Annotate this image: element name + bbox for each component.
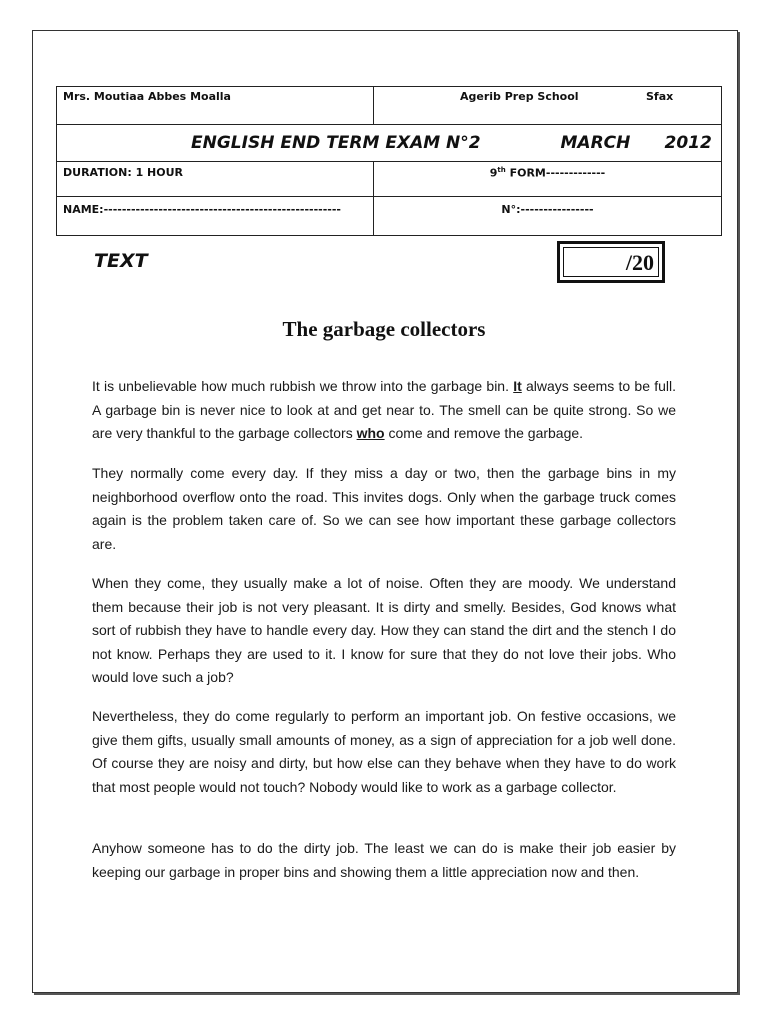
form-label: FORM------------- <box>505 166 606 180</box>
paragraph-2: They normally come every day. If they miss a day or two, then the garbage bins in my neighborhood overflow onto the road. This invites dogs. Only when the garbage truck comes again is the problem taken care of. So we can see how important these garbage collectors are. <box>92 465 676 552</box>
paragraph-1-part-a: It is unbelievable how much rubbish we throw into the garbage bin. <box>92 378 514 394</box>
name-field: NAME:---------------------------------------------------- <box>57 197 374 236</box>
highlighted-word-who: who <box>356 425 385 441</box>
paragraph-1 <box>92 375 676 446</box>
school-name: Agerib Prep School <box>460 90 579 103</box>
highlighted-word-it: It <box>513 378 522 394</box>
document-title: The garbage collectors <box>282 317 486 341</box>
school-city: Sfax <box>646 90 674 103</box>
score-box <box>557 241 665 283</box>
form-suffix: th <box>497 166 506 174</box>
paragraph-5: Anyhow someone has to do the dirty job. The least we can do is make their job easier by keeping our garbage in proper bins and showing them a little appreciation now and then. <box>92 840 676 880</box>
exam-year: 2012 <box>664 133 712 153</box>
paragraph-4: Nevertheless, they do come regularly to perform an important job. On festive occasions, we give them gifts, usually small amounts of money, as a sign of appreciation for a job well done. Of course they are noisy and dirty, but how else can they behave when they have to do work that most people would not touch? Nobody would like to work as a garbage collector. <box>92 708 676 795</box>
form-number: 9 <box>489 166 498 180</box>
paragraph-1-part-c: come and remove the garbage. <box>384 425 584 441</box>
form-field <box>374 162 722 197</box>
exam-month: MARCH <box>560 133 631 153</box>
duration: DURATION: 1 HOUR <box>57 162 374 197</box>
teacher-name: Mrs. Moutiaa Abbes Moalla <box>57 87 374 125</box>
paragraph-1-part-b: always seems to be full. A garbage bin is never nice to look at and get near to. The smell can be quite strong. So we are very thankful to the garbage collectors <box>92 378 676 441</box>
exam-header-table <box>56 86 722 236</box>
section-label: TEXT <box>94 250 148 272</box>
number-field: N°:---------------- <box>374 197 722 236</box>
score-value: /20 <box>563 247 659 277</box>
paragraph-3: When they come, they usually make a lot of noise. Often they are moody. We understand them because their job is not very pleasant. It is dirty and smelly. Besides, God knows what sort of rubbish they have to handle every day. How they can stand the dirt and the stench I do not know. Perhaps they are used to it. I know for sure that they do not love their jobs. Who would love such a job? <box>92 575 676 685</box>
exam-title-row <box>57 125 722 162</box>
exam-title: ENGLISH END TERM EXAM N°2 <box>191 133 481 153</box>
school-cell <box>374 87 722 125</box>
